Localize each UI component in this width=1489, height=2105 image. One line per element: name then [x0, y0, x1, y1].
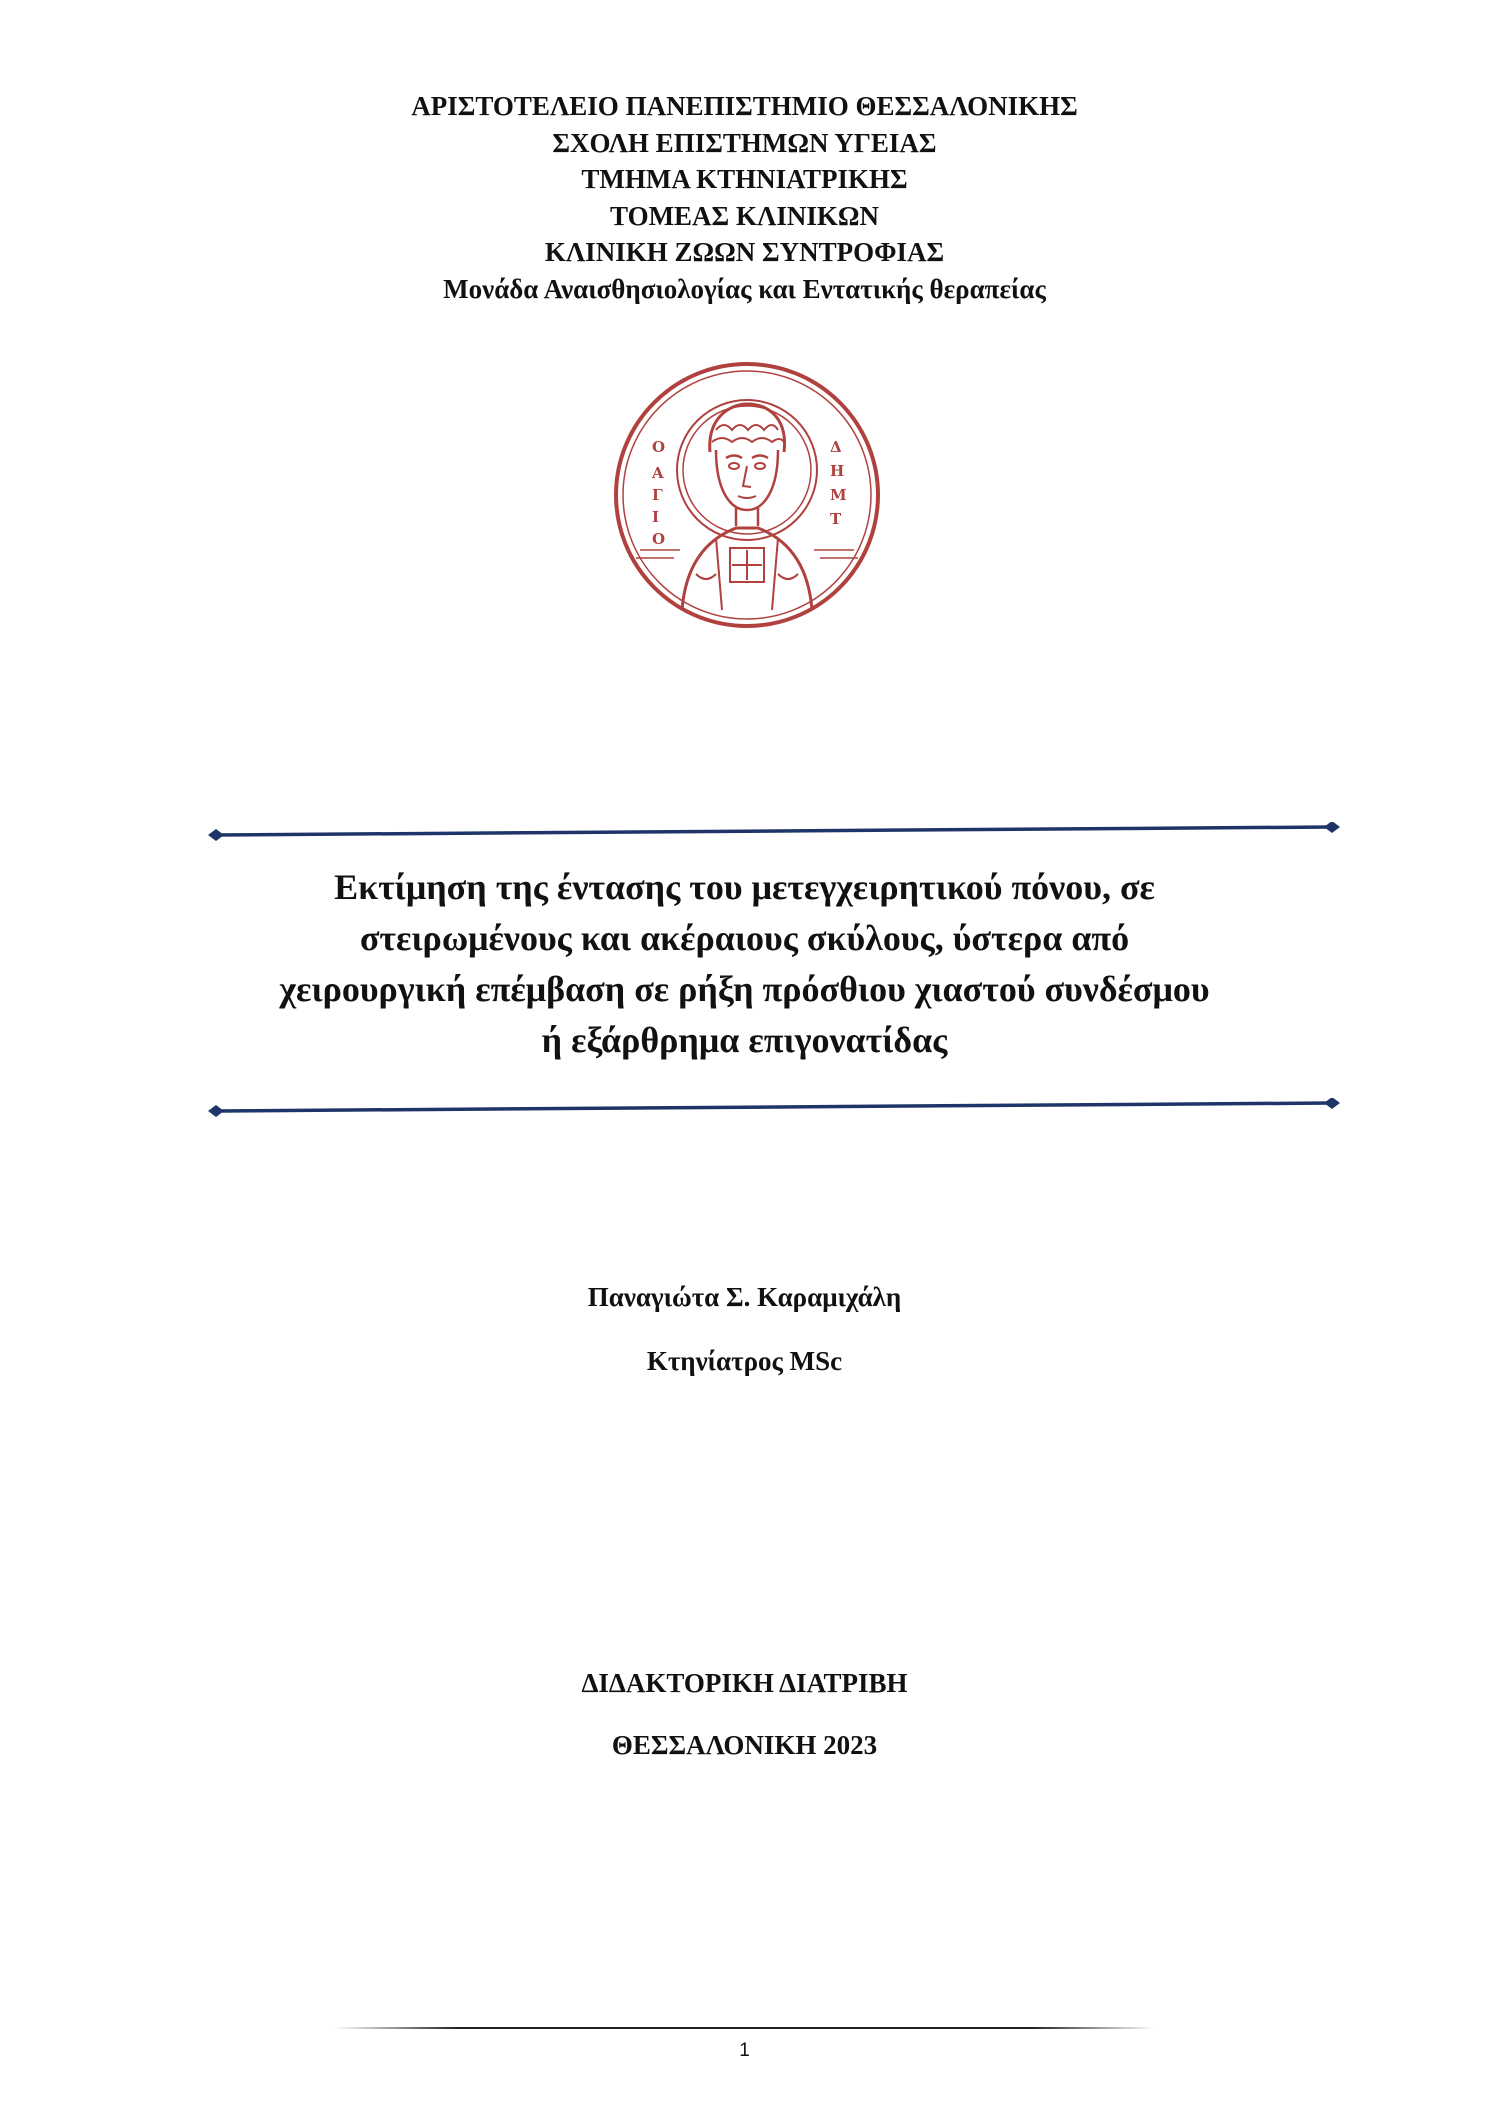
title-line-3: χειρουργική επέμβαση σε ρήξη πρόσθιου χιαστού συνδέσμου — [279, 969, 1210, 1009]
university-name: ΑΡΙΣΤΟΤΕΛΕΙΟ ΠΑΝΕΠΙΣΤΗΜΙΟ ΘΕΣΣΑΛΟΝΙΚΗΣ — [411, 91, 1078, 121]
title-line-1: Εκτίμηση της έντασης του μετεγχειρητικού πόνου, σε — [334, 867, 1155, 907]
seal-letter-m: Μ — [830, 486, 847, 504]
unit-name: Μονάδα Αναισθησιολογίας και Εντατικής θεραπείας — [443, 273, 1046, 304]
institution-header — [0, 88, 1489, 307]
seal-letter-a: Α — [652, 464, 664, 482]
university-seal-icon — [612, 360, 882, 630]
seal-letter-d: Δ — [830, 438, 842, 456]
footer-divider — [335, 2027, 1155, 2029]
document-type: ΔΙΔΑΚΤΟΡΙΚΗ ΔΙΑΤΡΙΒΗ — [581, 1668, 908, 1698]
thesis-title — [0, 862, 1489, 1066]
city-year: ΘΕΣΣΑΛΟΝΙΚΗ 2023 — [611, 1730, 878, 1760]
seal-letter-i: Ι — [652, 508, 660, 526]
seal-letter-o2: Ο — [652, 530, 666, 548]
school-name: ΣΧΟΛΗ ΕΠΙΣΤΗΜΩΝ ΥΓΕΙΑΣ — [552, 127, 937, 158]
sector-name: ΤΟΜΕΑΣ ΚΛΙΝΙΚΩΝ — [610, 200, 879, 231]
seal-letter-o: Ο — [652, 438, 666, 456]
seal-letter-t: Τ — [830, 510, 842, 528]
author-degree: Κτηνίατρος MSc — [646, 1346, 843, 1376]
clinic-name: ΚΛΙΝΙΚΗ ΖΩΩΝ ΣΥΝΤΡΟΦΙΑΣ — [544, 237, 945, 267]
title-line-2: στειρωμένους και ακέραιους σκύλους, ύστερα από — [359, 918, 1130, 958]
page-number: 1 — [739, 2040, 750, 2061]
author-name: Παναγιώτα Σ. Καραμιχάλη — [587, 1282, 902, 1312]
bottom-title-divider — [208, 1098, 1340, 1118]
seal-letter-g: Γ — [652, 486, 663, 504]
seal-letter-h: Η — [830, 462, 845, 480]
top-title-divider — [208, 822, 1340, 842]
title-line-4: ή εξάρθρημα επιγονατίδας — [541, 1020, 948, 1060]
department-name: ΤΜΗΜΑ ΚΤΗΝΙΑΤΡΙΚΗΣ — [581, 164, 908, 194]
